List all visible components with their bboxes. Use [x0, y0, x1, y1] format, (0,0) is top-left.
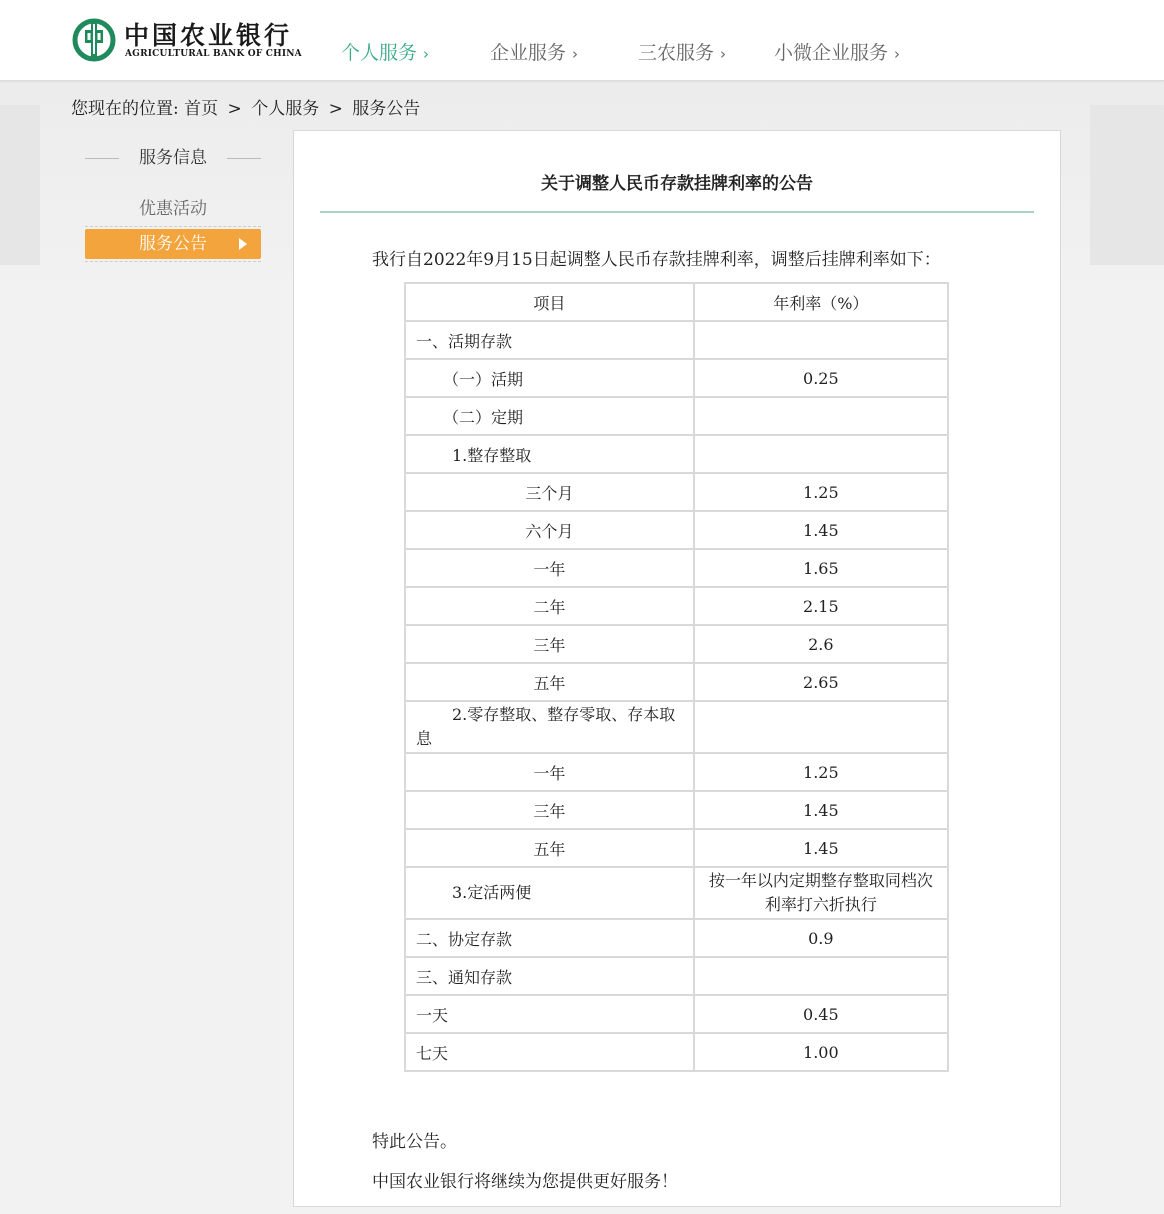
table-cell-rate — [694, 957, 948, 995]
table-cell-item: 三年 — [405, 625, 694, 663]
table-cell-rate: 1.25 — [694, 753, 948, 791]
table-cell-rate — [694, 701, 948, 753]
table-cell-rate — [694, 397, 948, 435]
table-row — [405, 359, 948, 397]
sidebar-heading — [85, 140, 261, 176]
table-cell-rate — [694, 435, 948, 473]
table-row — [405, 1033, 948, 1071]
article-panel — [293, 130, 1061, 1207]
table-row — [405, 625, 948, 663]
table-cell-rate: 1.00 — [694, 1033, 948, 1071]
divider — [85, 158, 119, 159]
table-cell-rate: 0.25 — [694, 359, 948, 397]
table-row — [405, 549, 948, 587]
table-header-row — [405, 283, 948, 321]
table-cell-item: 一、活期存款 — [405, 321, 694, 359]
table-cell-rate: 2.6 — [694, 625, 948, 663]
table-row — [405, 397, 948, 435]
background-building — [0, 105, 40, 265]
table-cell-item: 一年 — [405, 549, 694, 587]
table-cell-item: （二）定期 — [405, 397, 694, 435]
table-row — [405, 919, 948, 957]
table-cell-item: 一年 — [405, 753, 694, 791]
bank-logo[interactable] — [72, 16, 302, 62]
nav-agriculture-services[interactable] — [638, 38, 726, 65]
chevron-right-icon: › — [572, 45, 579, 63]
abc-logo-icon — [72, 18, 116, 62]
table-cell-rate: 2.15 — [694, 587, 948, 625]
table-cell-item: 三、通知存款 — [405, 957, 694, 995]
background-building — [1090, 105, 1164, 265]
nav-corporate-services[interactable] — [490, 38, 578, 65]
sidebar-item-label: 服务公告 — [139, 234, 207, 254]
article-title: 关于调整人民币存款挂牌利率的公告 — [541, 174, 813, 194]
table-cell-item: 五年 — [405, 829, 694, 867]
table-cell-item: （一）活期 — [405, 359, 694, 397]
breadcrumb-separator: > — [227, 99, 242, 119]
table-cell-item: 二年 — [405, 587, 694, 625]
table-row — [405, 995, 948, 1033]
table-cell-item: 一天 — [405, 995, 694, 1033]
sidebar-item-service-notices[interactable] — [85, 229, 261, 259]
table-row — [405, 473, 948, 511]
table-row — [405, 957, 948, 995]
nav-small-business-services[interactable] — [774, 38, 900, 65]
logo-english-name: AGRICULTURAL BANK OF CHINA — [125, 49, 302, 59]
table-cell-item: 3.定活两便 — [405, 867, 694, 919]
table-row — [405, 435, 948, 473]
service-commitment: 中国农业银行将继续为您提供更好服务！ — [372, 1172, 678, 1192]
nav-label: 个人服务 — [341, 42, 418, 64]
logo-chinese-name: 中国农业银行 — [124, 21, 293, 50]
table-cell-rate: 2.65 — [694, 663, 948, 701]
table-cell-item: 二、协定存款 — [405, 919, 694, 957]
chevron-right-icon: › — [720, 45, 727, 63]
table-row — [405, 753, 948, 791]
table-cell-rate: 1.25 — [694, 473, 948, 511]
table-row — [405, 701, 948, 753]
caret-right-icon — [239, 238, 247, 250]
breadcrumb-separator: > — [328, 99, 343, 119]
site-header — [0, 0, 1164, 81]
sidebar-item-promotions[interactable] — [85, 192, 261, 227]
table-header-rate: 年利率（%） — [694, 283, 948, 321]
divider — [85, 259, 261, 262]
table-cell-rate: 按一年以内定期整存整取同档次利率打六折执行 — [694, 867, 948, 919]
chevron-right-icon: › — [894, 45, 901, 63]
divider — [227, 158, 261, 159]
table-row — [405, 829, 948, 867]
nav-label: 小微企业服务 — [774, 42, 889, 64]
table-cell-item: 五年 — [405, 663, 694, 701]
sidebar-item-label: 优惠活动 — [139, 199, 207, 219]
nav-label: 三农服务 — [638, 42, 715, 64]
breadcrumb-prefix: 您现在的位置: — [71, 99, 179, 119]
table-row — [405, 663, 948, 701]
closing-statement: 特此公告。 — [372, 1132, 457, 1152]
table-cell-rate: 1.45 — [694, 791, 948, 829]
table-row — [405, 321, 948, 359]
table-cell-rate: 0.9 — [694, 919, 948, 957]
table-cell-rate: 0.45 — [694, 995, 948, 1033]
table-cell-rate: 1.45 — [694, 829, 948, 867]
nav-personal-services[interactable] — [341, 38, 429, 65]
table-row — [405, 587, 948, 625]
interest-rate-table — [404, 282, 949, 1072]
table-cell-item: 2.零存整取、整存零取、存本取息 — [405, 701, 694, 753]
table-cell-item: 1.整存整取 — [405, 435, 694, 473]
table-row — [405, 511, 948, 549]
chevron-right-icon: › — [423, 45, 430, 63]
title-divider — [320, 211, 1034, 213]
table-row — [405, 867, 948, 919]
table-header-item: 项目 — [405, 283, 694, 321]
table-cell-item: 七天 — [405, 1033, 694, 1071]
table-row — [405, 791, 948, 829]
sidebar-heading-label: 服务信息 — [139, 148, 207, 168]
table-cell-rate — [694, 321, 948, 359]
breadcrumb-home[interactable]: 首页 — [184, 99, 219, 119]
breadcrumb-personal-services[interactable]: 个人服务 — [251, 99, 320, 119]
breadcrumb-service-notices[interactable]: 服务公告 — [352, 99, 421, 119]
breadcrumb — [71, 94, 420, 119]
table-cell-item: 三年 — [405, 791, 694, 829]
table-cell-rate: 1.45 — [694, 511, 948, 549]
article-intro: 我行自2022年9月15日起调整人民币存款挂牌利率，调整后挂牌利率如下： — [372, 250, 941, 270]
table-cell-item: 六个月 — [405, 511, 694, 549]
nav-label: 企业服务 — [490, 42, 567, 64]
table-cell-item: 三个月 — [405, 473, 694, 511]
table-cell-rate: 1.65 — [694, 549, 948, 587]
sidebar — [85, 140, 261, 262]
